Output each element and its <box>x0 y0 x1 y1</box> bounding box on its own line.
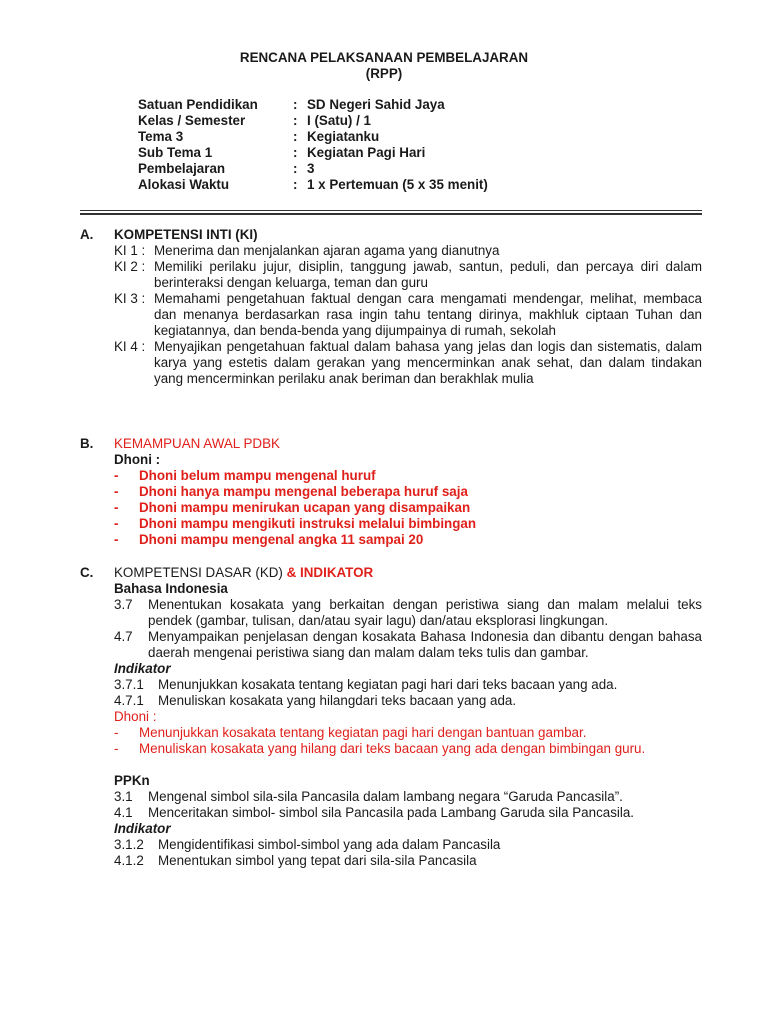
section-heading: A. KOMPETENSI INTI (KI) <box>80 227 258 242</box>
indikator-label: Indikator <box>114 821 171 836</box>
meta-row: Satuan Pendidikan : SD Negeri Sahid Jaya <box>138 97 445 112</box>
list-item: - Dhoni mampu mengikuti instruksi melalui bimbingan <box>114 516 477 531</box>
kd-item: 3.1 Mengenal simbol sila-sila Pancasila dalam lambang negara “Garuda Pancasila”. <box>114 789 623 804</box>
kd-item: 3.7 Menentukan kosakata yang berkaitan dengan peristiwa siang dan malam melalui teks pendek (gambar, tulisan, dan/atau syair lagu) dan/atau eksplorasi lingkungan. <box>114 597 702 628</box>
kd-item: 4.1 Menceritakan simbol- simbol sila Pancasila pada Lambang Garuda sila Pancasila. <box>114 805 635 820</box>
indikator-item: 3.1.2 Mengidentifikasi simbol-simbol yang ada dalam Pancasila <box>114 837 501 852</box>
ki-item: KI 4 : Menyajikan pengetahuan faktual dalam bahasa yang jelas dan logis dan sistematis, dalam karya yang estetis dalam gerakan yang mencerminkan anak sehat, dan dalam tindakan yang mencerminkan perilaku anak beriman dan berakhlak mulia <box>114 339 702 386</box>
indikator-item: 4.7.1 Menuliskan kosakata yang hilangdari teks bacaan yang ada. <box>114 693 517 708</box>
section-heading: C. KOMPETENSI DASAR (KD) & INDIKATOR <box>80 565 374 580</box>
indikator-item: 4.1.2 Menentukan simbol yang tepat dari sila-sila Pancasila <box>114 853 477 868</box>
document-subtitle: (RPP) <box>365 66 403 81</box>
meta-row: Kelas / Semester : I (Satu) / 1 <box>138 113 371 128</box>
section-kompetensi-dasar <box>80 565 702 869</box>
divider-thick <box>80 213 702 215</box>
kd-item: 4.7 Menyampaikan penjelasan dengan kosakata Bahasa Indonesia dan dibantu dengan bahasa daerah mengenai peristiwa siang dan malam dalam teks tulis dan gambar. <box>114 629 702 660</box>
section-heading: B. KEMAMPUAN AWAL PDBK <box>80 436 280 451</box>
metadata-block <box>138 97 488 193</box>
list-item: - Dhoni belum mampu mengenal huruf <box>114 468 376 483</box>
student-label: Dhoni : <box>114 709 157 724</box>
divider-thin <box>80 210 702 211</box>
meta-row: Pembelajaran : 3 <box>138 161 315 176</box>
meta-row: Sub Tema 1 : Kegiatan Pagi Hari <box>138 145 426 160</box>
list-item: - Dhoni mampu mengenal angka 11 sampai 20 <box>114 532 424 547</box>
document-title: RENCANA PELAKSANAAN PEMBELAJARAN <box>239 50 529 65</box>
ki-item: KI 1 : Menerima dan menjalankan ajaran agama yang dianutnya <box>114 243 500 258</box>
section-kompetensi-inti <box>80 227 702 387</box>
indikator-label: Indikator <box>114 661 171 676</box>
indikator-item: 3.7.1 Menunjukkan kosakata tentang kegiatan pagi hari dari teks bacaan yang ada. <box>114 677 618 692</box>
meta-row: Tema 3 : Kegiatanku <box>138 129 380 144</box>
list-item: - Dhoni hanya mampu mengenal beberapa huruf saja <box>114 484 468 499</box>
section-kemampuan-awal <box>80 436 702 548</box>
ki-item: KI 2 : Memiliki perilaku jujur, disiplin, tanggung jawab, santun, peduli, dan percaya diri dalam berinteraksi dengan keluarga, teman dan guru <box>114 259 702 290</box>
ki-item: KI 3 : Memahami pengetahuan faktual dengan cara mengamati mendengar, melihat, membaca dan menanya berdasarkan rasa ingin tahu tentang dirinya, makhluk ciptaan Tuhan dan kegiatannya, dan benda-benda yang dijumpainya di rumah, sekolah <box>114 291 702 338</box>
list-item: - Dhoni mampu menirukan ucapan yang disampaikan <box>114 500 471 515</box>
list-item: - Menuliskan kosakata yang hilang dari teks bacaan yang ada dengan bimbingan guru. <box>114 741 646 756</box>
student-label: Dhoni : <box>114 452 161 467</box>
list-item: - Menunjukkan kosakata tentang kegiatan pagi hari dengan bantuan gambar. <box>114 725 587 740</box>
subject-label: Bahasa Indonesia <box>114 581 228 596</box>
subject-label: PPKn <box>114 773 150 788</box>
meta-row: Alokasi Waktu : 1 x Pertemuan (5 x 35 menit) <box>138 177 488 192</box>
